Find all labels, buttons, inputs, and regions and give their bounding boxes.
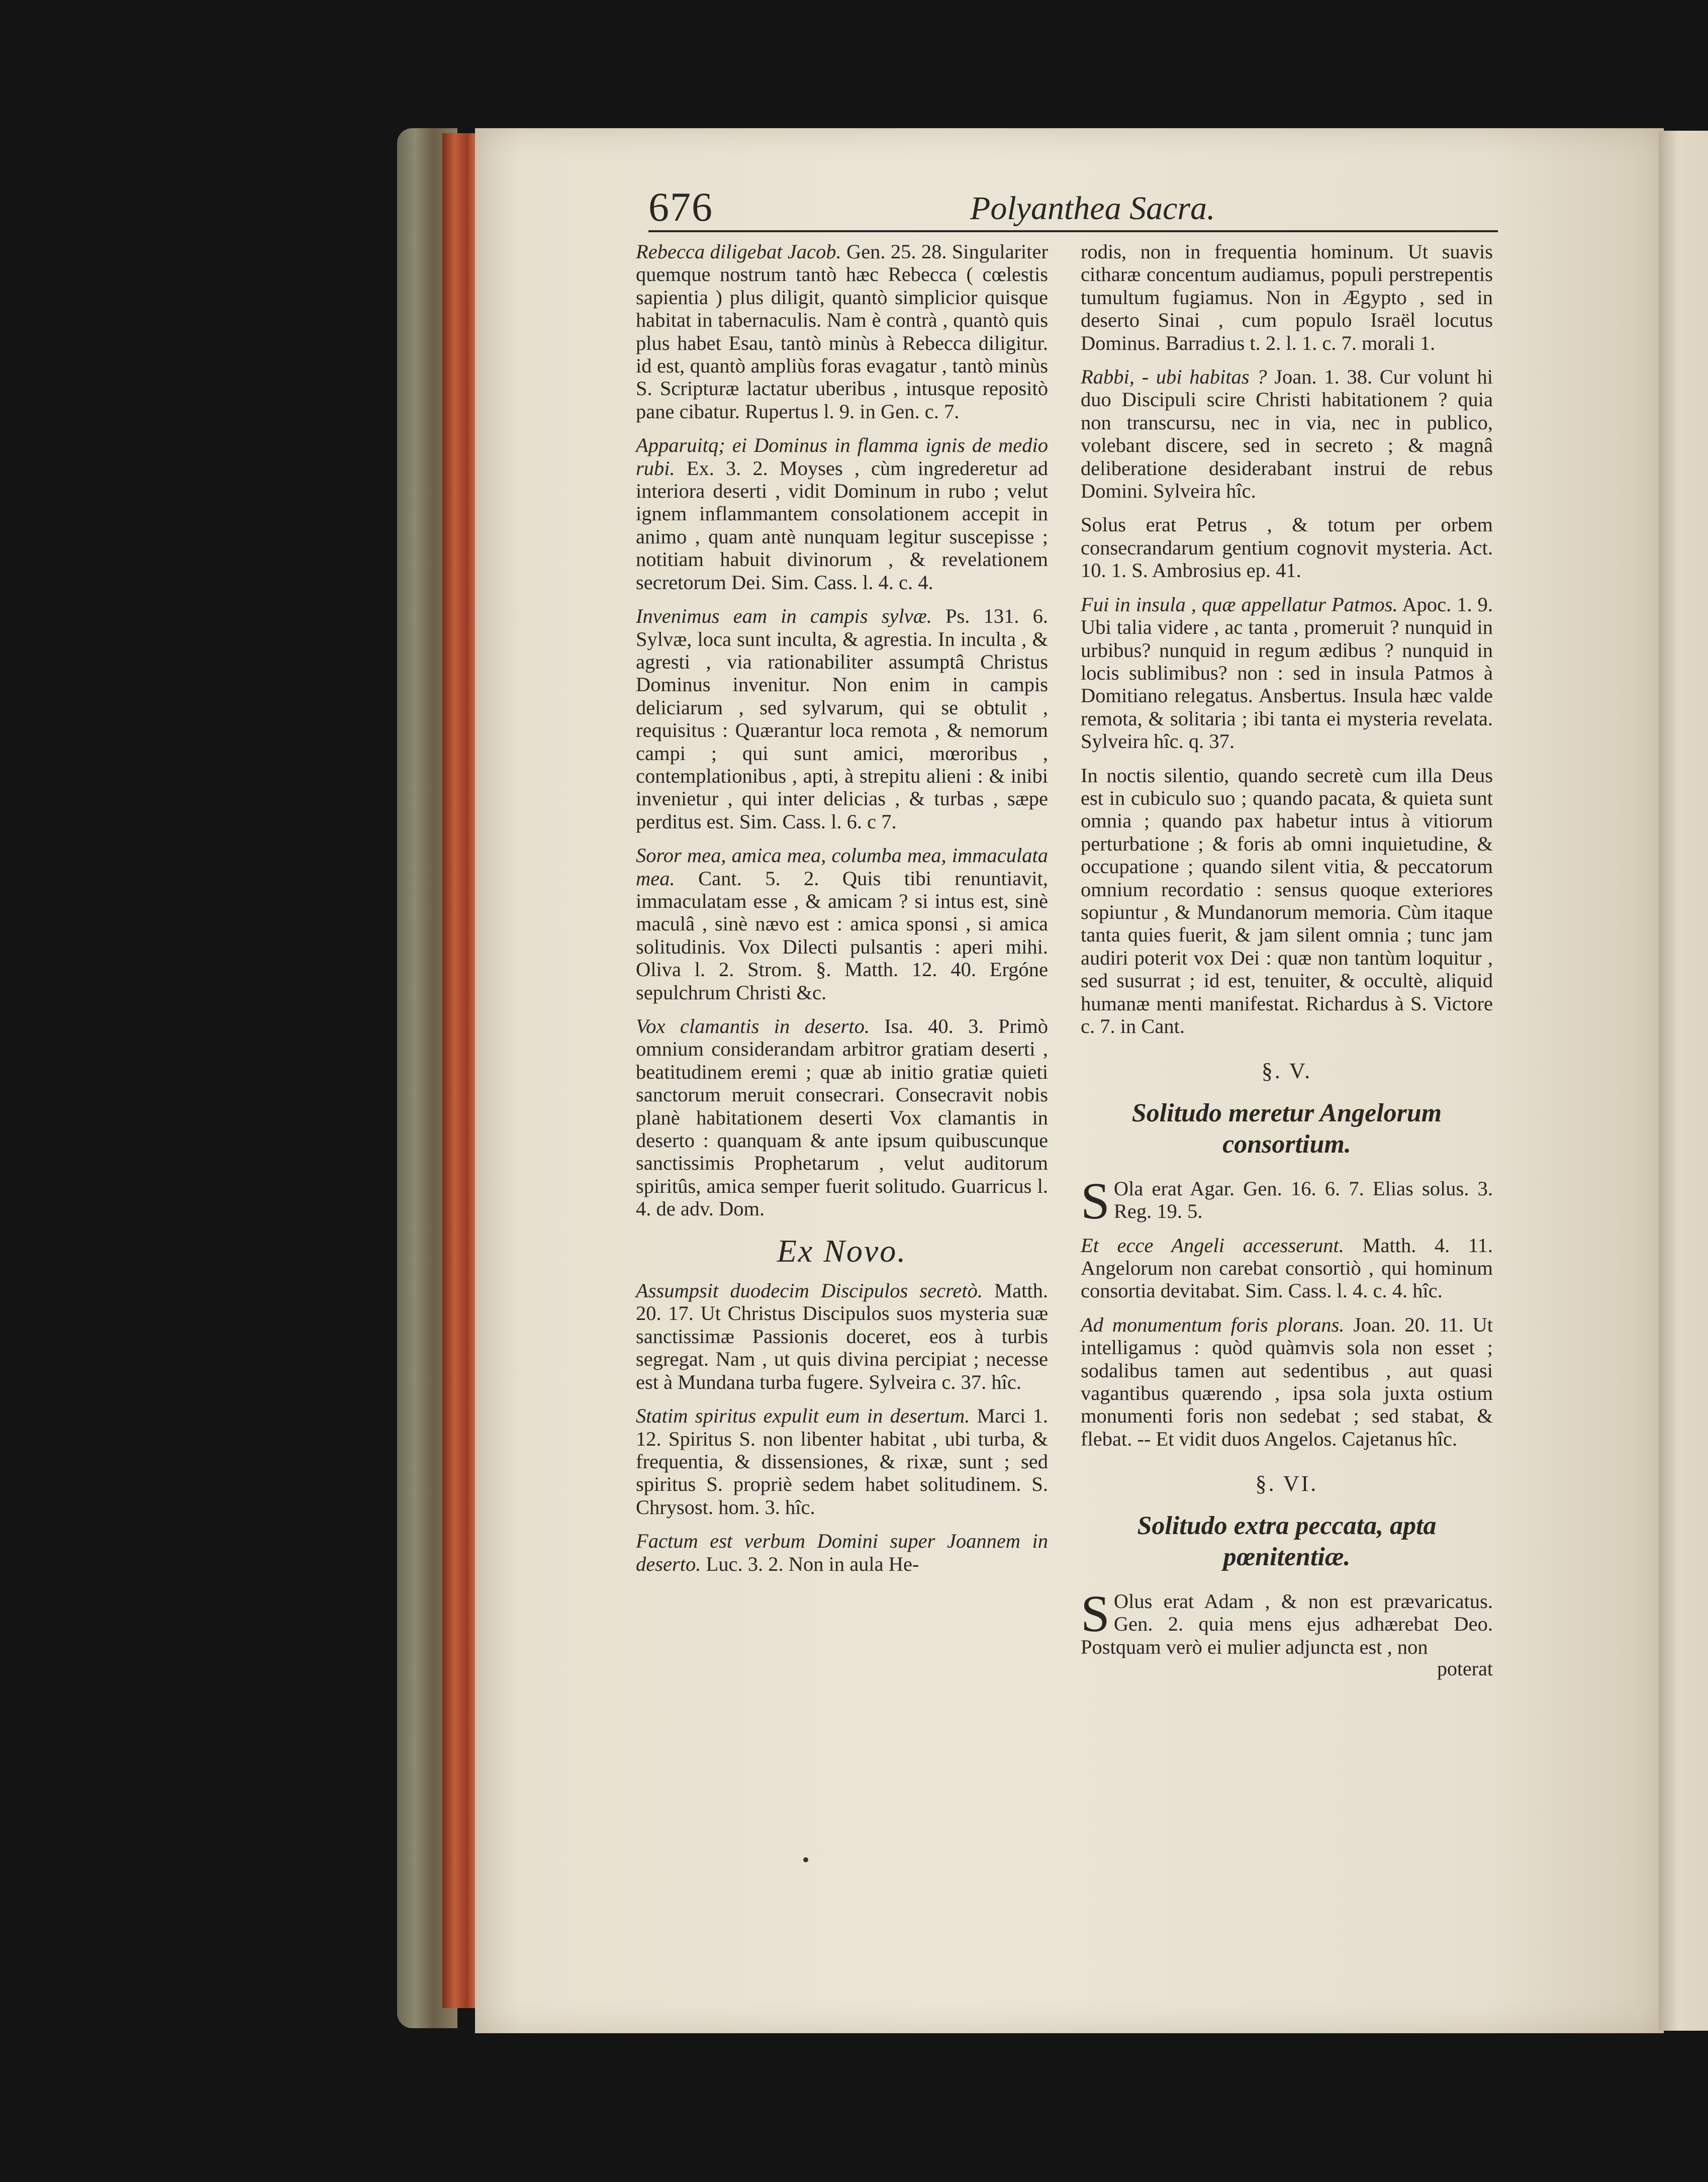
paragraph <box>1081 240 1493 354</box>
red-page-edge <box>442 133 478 2008</box>
paragraph <box>636 1530 1048 1575</box>
drop-capital: S <box>1081 1584 1110 1643</box>
scripture-lemma: Et ecce Angeli accesserunt. <box>1081 1234 1344 1257</box>
paragraph-text: Solus erat Petrus , & totum per orbem consecrandarum gentium cognovit mysteria. Act. 10. 1. S. Ambrosius ep. 41. <box>1081 513 1493 582</box>
scripture-lemma: Fui in insula , quæ appellatur Patmos. <box>1081 593 1398 616</box>
scripture-lemma: Apparuitq; ei Dominus in flamma ignis de medio rubi. <box>636 434 1048 480</box>
paragraph-text: Luc. 3. 2. Non in aula He- <box>701 1552 919 1575</box>
paragraph <box>1081 764 1493 1038</box>
section-v-first-text: Ola erat Agar. Gen. 16. 6. 7. Elias solus. 3. Reg. 19. 5. <box>1113 1177 1493 1223</box>
paragraph <box>636 240 1048 423</box>
paragraph <box>1081 1234 1493 1302</box>
scripture-lemma: Rebecca diligebat Jacob. <box>636 240 841 263</box>
paragraph-text: Matth. 4. 11. Angelorum non carebat consortiò , qui hominum consortia devitabat. Sim. Cass. l. 4. c. 4. hîc. <box>1081 1234 1493 1302</box>
section-vi-title: Solitudo extra peccata, apta pœnitentiæ. <box>1137 1511 1437 1571</box>
facing-page-edge <box>1659 131 1708 2031</box>
paragraph-text: Marci 1. 12. Spiritus S. non libenter habitat , ubi turba, & frequentia, & dissensiones, & rixæ, sunt ; sed spiritus S. propriè sedem habet solitudinem. S. Chrysost. hom. 3. hîc. <box>636 1404 1049 1519</box>
paragraph-text: rodis, non in frequentia hominum. Ut suavis citharæ concentum audiamus, populi perstrepentis tumultum fugiamus. Non in Ægypto , sed in deserto Sinai , cum populo Israël locutus Dominus. Barradius t. 2. l. 1. c. 7. morali 1. <box>1081 240 1493 354</box>
paragraph-text: Ex. 3. 2. Moyses , cùm ingrederetur ad interiora deserti , vidit Dominum in rubo ; velut ignem inflammantem consolationem accepit in animo , quam antè nunquam legitur suscepisse ; notitiam habuit divinorum , & revelationem secretorum Dei. Sim. Cass. l. 4. c. 4. <box>636 456 1048 594</box>
paragraph-text: Cant. 5. 2. Quis tibi renuntiavit, immaculatam esse , & amicam ? si intus est, sinè maculâ , sinè nævo est : amica sponsi , si amica solitudinis. Vox Dilecti pulsantis : aperi mihi. Oliva l. 2. Strom. §. Matth. 12. 40. Ergóne sepulchrum Christi &c. <box>636 867 1048 1004</box>
section-vi-first-text: Olus erat Adam , & non est prævaricatus. Gen. 2. quia mens ejus adhærebat Deo. Postquam verò ei mulier adjuncta est , non <box>1081 1589 1493 1658</box>
paragraph-text: Joan. 1. 38. Cur volunt hi duo Discipuli scire Christi habitationem ? quia non transcursu, nec in via, nec in publico, volebant discere, sed in secreto ; & magnâ deliberatione desiderabant instrui de rebus Domini. Sylveira hîc. <box>1081 365 1493 503</box>
paragraph <box>636 605 1048 833</box>
section-v-mark: §. V. <box>1261 1059 1312 1084</box>
scripture-lemma: Soror mea, amica mea, columba mea, immaculata mea. <box>636 844 1048 890</box>
paragraph-text: Ps. 131. 6. Sylvæ, loca sunt inculta, & agrestia. In inculta , & agresti , via rationabiliter assumptâ Christus Dominus invenitur. Non enim in campis deliciarum , sed sylvarum, qui se obtulit , requisitus : Quærantur loca remota , & nemorum campi ; qui sunt amici, mœroribus , contemplationibus , apti, à strepitu alieni : & inibi invenietur , qui inter delicias , & turbas , sæpe perditus est. Sim. Cass. l. 6. c 7. <box>636 605 1048 833</box>
paragraph <box>1081 1313 1493 1450</box>
scripture-lemma: Invenimus eam in campis sylvæ. <box>636 605 932 628</box>
drop-capital: S <box>1081 1172 1110 1230</box>
paragraph <box>1081 365 1493 502</box>
section-v-title: Solitudo meretur Angelorum consortium. <box>1131 1098 1442 1159</box>
paragraph-text: In noctis silentio, quando secretè cum illa Deus est in cubiculo suo ; quando pacata, & quieta sunt omnia ; quando pax habetur intus à vitiorum perturbatione ; & foris ab omni inquietudine, & occupatione ; quando silent vitia, & peccatorum omnium recordatio : sensus quoque exteriores sopiuntur , & Mundanorum memoria. Cùm itaque tanta quies fuerit, & jam silent omnia ; tunc jam audiri poterit vox Dei : quæ non tantùm loquitur , sed susurrat ; id est, tenuiter, & occultè, aliquid humanæ menti manifestat. Richardus à S. Victore c. 7. in Cant. <box>1081 764 1493 1037</box>
paragraph <box>636 1015 1048 1220</box>
paragraph-text: Gen. 25. 28. Singulariter quemque nostrum tantò hæc Rebecca ( cœlestis sapientia ) plus diligit, quantò simplicior quisque habitat in tabernaculis. Nam è contrà , quantò quis plus habet Esau, tantò minùs à Rebecca diligitur. id est, quantò ampliùs foras evagatur , tantò minùs S. Scripturæ lactatur uberibus , intusque repositò pane cibatur. Rupertus l. 9. in Gen. c. 7. <box>636 240 1048 423</box>
scripture-lemma: Assumpsit duodecim Discipulos secretò. <box>636 1279 983 1302</box>
header-rule <box>648 230 1498 232</box>
left-column <box>636 240 1048 1586</box>
paragraph <box>1081 513 1493 582</box>
running-title: Polyanthea Sacra. <box>970 190 1215 227</box>
paragraph-text: Matth. 20. 17. Ut Christus Discipulos suos mysteria suæ sanctissimæ Passionis doceret, eos à turbis segregat. Nam , ut quis divina percipiat ; necesse est à Mundana turba fugere. Sylveira c. 37. hîc. <box>636 1279 1048 1393</box>
section-v-first-paragraph <box>1081 1172 1493 1230</box>
left-paragraphs <box>636 240 1048 1220</box>
scripture-lemma: Factum est verbum Domini super Joannem in deserto. <box>636 1530 1048 1575</box>
paragraph <box>1081 593 1493 753</box>
paragraph <box>636 434 1048 594</box>
section-v-paragraphs <box>1081 1234 1493 1451</box>
catchword: poterat <box>1437 1657 1493 1680</box>
paragraph <box>636 1404 1048 1519</box>
paragraph <box>636 844 1048 1004</box>
paragraph-text: Apoc. 1. 9. Ubi talia videre , ac tanta , promeruit ? nunquid in urbibus? nunquid in regum ædibus ? nunquid in locis sublimibus? non : sed in insula Patmos à Domitiano relegatus. Ansbertus. Insula hæc valde remota, & solitaria ; ibi tanta ei mysteria revelata. Sylveira hîc. q. 37. <box>1081 593 1493 753</box>
paragraph-text: Isa. 40. 3. Primò omnium considerandam arbitror gratiam deserti , beatitudinem eremi ; quæ ab initio gratiæ quieti sanctorum meruit consecrari. Consecravit nobis planè habitationem deserti Vox clamantis in deserto : quanquam & ante ipsum quibuscunque sanctissimis Prophetarum , velut auditorum spiritûs, amica semper fuerit solitudo. Guarricus l. 4. de adv. Dom. <box>636 1015 1048 1220</box>
page-number: 676 <box>648 184 713 230</box>
paragraph-text: Joan. 20. 11. Ut intelligamus : quòd quàmvis sola non esset ; sodalibus tamen aut sedentibus , aut quasi vagantibus quærendo , ipsa sola juxta ostium monumenti foris non sedebat ; sed stabat, & flebat. -- Et vidit duos Angelos. Cajetanus hîc. <box>1081 1313 1493 1450</box>
right-paragraphs <box>1081 240 1493 1037</box>
section-vi-first-paragraph <box>1081 1584 1493 1658</box>
left-paragraphs-after <box>636 1279 1048 1575</box>
section-vi-mark: §. VI. <box>1255 1471 1318 1496</box>
paragraph <box>636 1279 1048 1393</box>
scripture-lemma: Vox clamantis in deserto. <box>636 1015 870 1037</box>
right-column <box>1081 240 1493 1680</box>
ink-dot <box>803 1857 808 1862</box>
scripture-lemma: Rabbi, - ubi habitas ? <box>1081 365 1267 389</box>
ex-novo-heading: Ex Novo. <box>777 1232 907 1269</box>
scripture-lemma: Ad monumentum foris plorans. <box>1081 1313 1345 1336</box>
scripture-lemma: Statim spiritus expulit eum in desertum. <box>636 1404 970 1428</box>
